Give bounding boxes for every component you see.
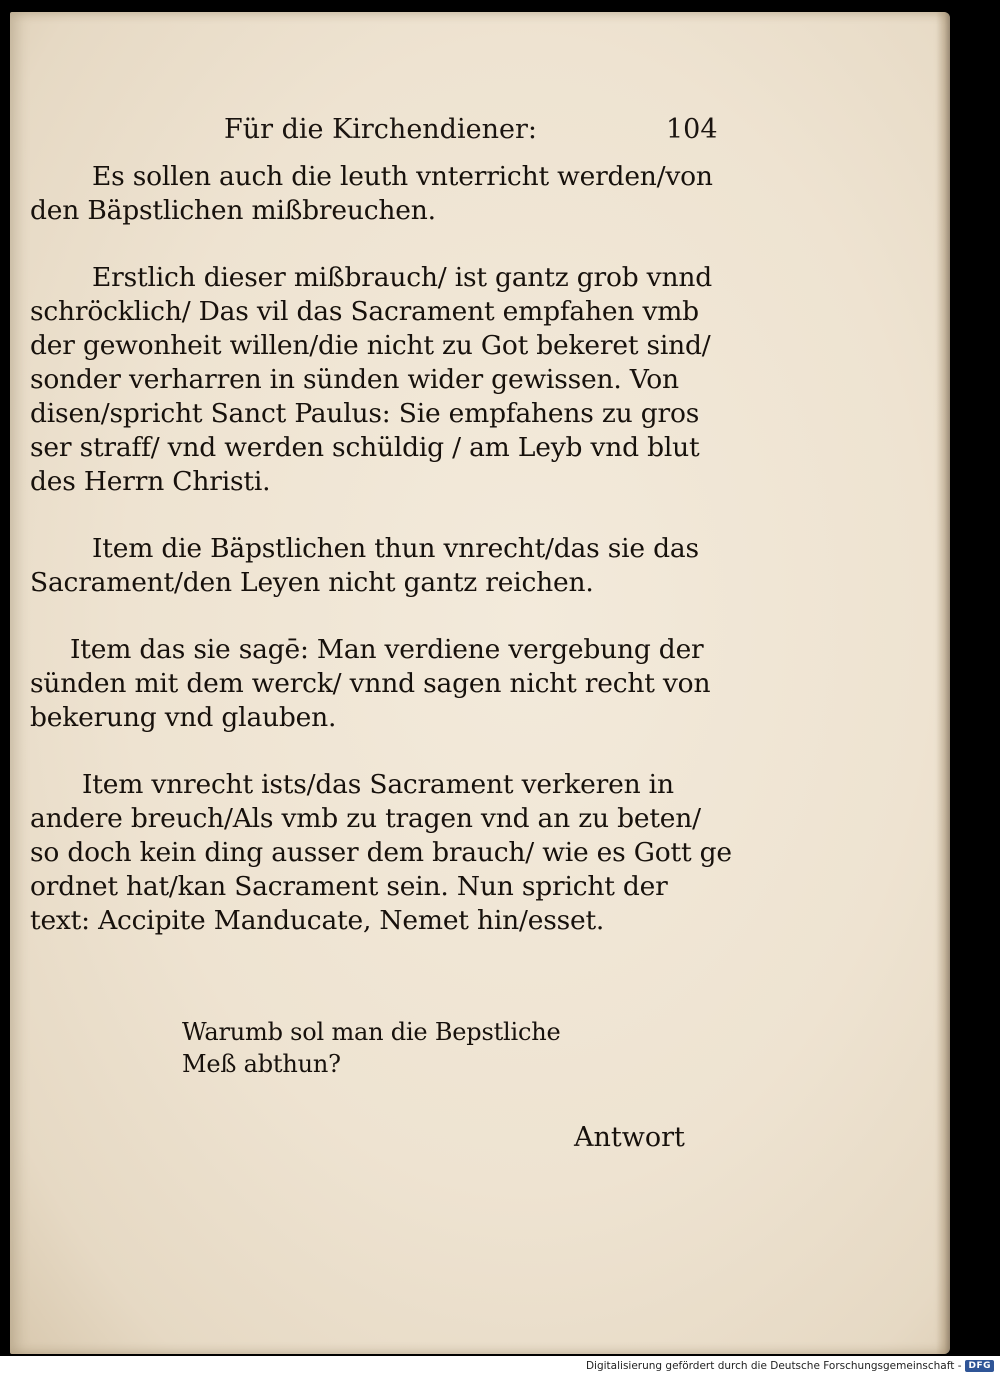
dfg-credit-text: Digitalisierung gefördert durch die Deutsche Forschungsgemeinschaft - xyxy=(585,1360,962,1372)
text-line: sünden mit dem werck/ vnnd sagen nicht recht von xyxy=(30,668,711,699)
text-line: Item das sie sagē: Man verdiene vergebung der xyxy=(70,634,704,665)
text-line: Es sollen auch die leuth vnterricht werden/von xyxy=(92,161,713,192)
text-line: Sacrament/den Leyen nicht gantz reichen. xyxy=(30,567,594,598)
heading-line: Warumb sol man die Bepstliche xyxy=(182,1018,561,1046)
page-number: 104 xyxy=(666,114,718,145)
dfg-credit-bar xyxy=(0,1356,1000,1376)
paragraph-5 xyxy=(30,768,730,938)
text-line: bekerung vnd glauben. xyxy=(30,702,337,733)
paragraph-2 xyxy=(30,261,730,499)
catchword: Antwort xyxy=(574,1122,685,1153)
text-line: text: Accipite Manducate, Nemet hin/esset. xyxy=(30,905,605,936)
paragraph-3 xyxy=(30,532,730,600)
text-line: ordnet hat/kan Sacrament sein. Nun spricht der xyxy=(30,871,668,902)
text-line: sonder verharren in sünden wider gewissen. Von xyxy=(30,364,679,395)
dfg-logo-icon: DFG xyxy=(965,1360,994,1372)
book-page xyxy=(10,12,950,1354)
text-line: Erstlich dieser mißbrauch/ ist gantz grob vnnd xyxy=(92,262,712,293)
text-line: disen/spricht Sanct Paulus: Sie empfahens zu gros xyxy=(30,398,700,429)
text-line: ser straff/ vnd werden schüldig / am Leyb vnd blut xyxy=(30,432,700,463)
body-text xyxy=(30,160,730,971)
text-line: so doch kein ding ausser dem brauch/ wie es Gott ge xyxy=(30,837,732,868)
paragraph-4 xyxy=(30,633,730,735)
text-line: schröcklich/ Das vil das Sacrament empfahen vmb xyxy=(30,296,699,327)
text-line: Item die Bäpstlichen thun vnrecht/das sie das xyxy=(92,533,699,564)
text-line: Item vnrecht ists/das Sacrament verkeren in xyxy=(82,769,674,800)
page-header xyxy=(10,114,950,154)
heading-line: Meß abthun? xyxy=(182,1050,341,1078)
text-line: den Bäpstlichen mißbreuchen. xyxy=(30,195,436,226)
text-line: des Herrn Christi. xyxy=(30,466,271,497)
text-line: der gewonheit willen/die nicht zu Got bekeret sind/ xyxy=(30,330,711,361)
page-edge-shadow xyxy=(936,12,950,1354)
paragraph-1 xyxy=(30,160,730,228)
running-head: Für die Kirchendiener: xyxy=(224,114,537,145)
text-line: andere breuch/Als vmb zu tragen vnd an zu beten/ xyxy=(30,803,701,834)
section-heading-question xyxy=(182,1016,560,1080)
